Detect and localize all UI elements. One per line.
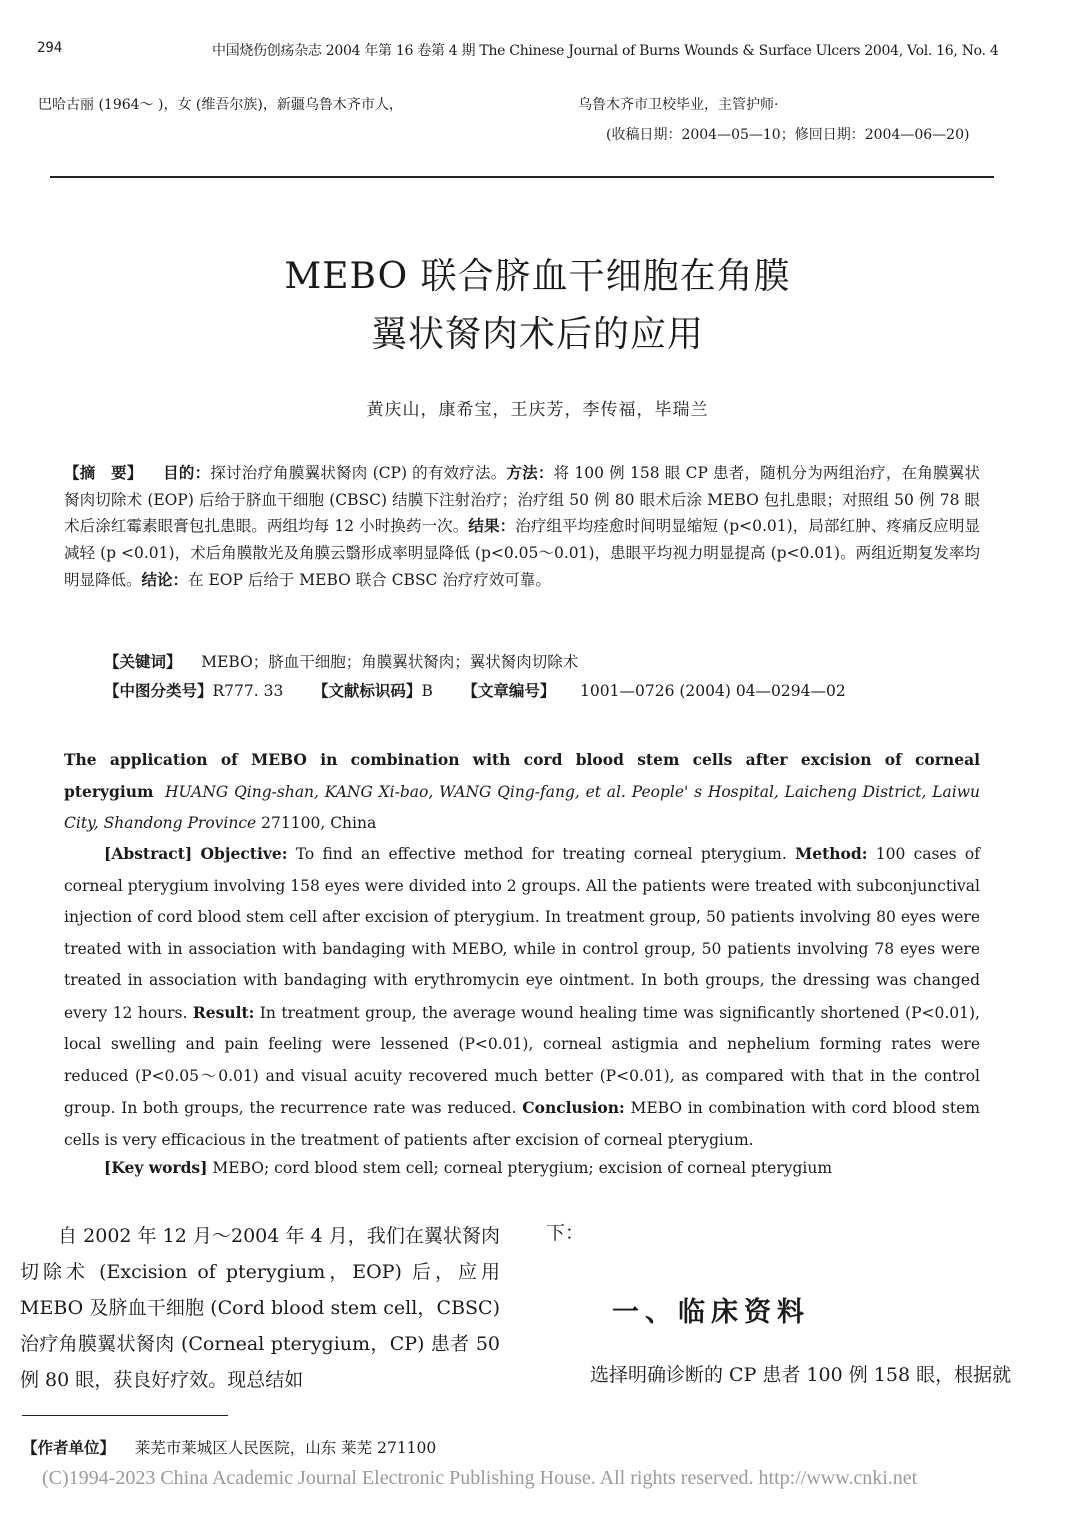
intro-text: 自 2002 年 12 月～2004 年 4 月，我们在翼状胬肉切除术 (Excision of pterygium，EOP) 后，应用 MEBO 及脐血干细胞 (Cord blood stem cell，CBSC) 治疗角膜翼状胬肉 (Corneal pterygium，CP) 患者 50 例 80 眼，获良好疗效。现总结如 — [20, 1225, 500, 1391]
footnote-label: 【作者单位】 — [22, 1438, 116, 1457]
en-objective-text: To find an effective method for treating corneal pterygium. — [295, 845, 787, 863]
english-keywords — [104, 1158, 832, 1177]
en-result-label: Result: — [192, 1002, 255, 1022]
en-method-text: 100 cases of corneal pterygium involving 158 eyes were divided into 2 groups. All the patients were treated with subconjunctival injection of cord blood stem cell after excision of pterygium. In treatment group, 50 patients involving 80 eyes were treated with in association with bandaging with MEBO, while in control group, 50 patients involving 78 eyes were treated in association with bandaging with erythromycin eye ointment. In both groups, the dressing was changed every 12 hours. — [64, 845, 980, 1022]
intro-continuation: 下： — [546, 1222, 585, 1244]
running-header: 中国烧伤创疡杂志 2004 年第 16 卷第 4 期 The Chinese Journal of Burns Wounds & Surface Ulcers 2004, Vol. 16, No. 4 — [212, 43, 999, 59]
en-method-label: Method: — [795, 844, 868, 863]
conclusion-text: 在 EOP 后给于 MEBO 联合 CBSC 治疗疗效可靠。 — [188, 570, 551, 589]
abstract-label: 【摘 要】 — [64, 463, 143, 482]
doc-code-value: B — [421, 682, 433, 700]
objective-label: 目的： — [163, 463, 211, 482]
keywords-label: 【关键词】 — [104, 652, 182, 671]
method-text: 将 100 例 158 眼 CP 患者，随机分为两组治疗，在角膜翼状胬肉切除术 (EOP) 后给于脐血干细胞 (CBSC) 结膜下注射治疗；治疗组 50 例 80 眼术后涂 MEBO 包扎患眼；对照组 50 例 78 眼术后涂红霉素眼膏包扎患眼。两组均每 12 小时换药一次。 — [64, 464, 980, 536]
chinese-keywords — [104, 650, 578, 672]
en-keywords-text: MEBO; cord blood stem cell; corneal pterygium; excision of corneal pterygium — [212, 1159, 833, 1177]
author-list: 黄庆山，康希宝，王庆芳，李传福，毕瑞兰 — [366, 400, 709, 420]
en-result-text: In treatment group, the average wound healing time was significantly shortened (P<0.01), local swelling and pain feeling were lessened (P<0.01), corneal astigmia and nephelium forming rates were reduced (P<0.05～0.01) and visual acuity recovered much better (P<0.01), as compared with that in the control group. In both groups, the recurrence rate was reduced. — [64, 1003, 980, 1117]
previous-author-note: 巴哈古丽 (1964～ )，女 (维吾尔族)，新疆乌鲁木齐市人， — [38, 97, 403, 113]
classification-line — [104, 679, 846, 701]
copyright-watermark: (C)1994-2023 China Academic Journal Electronic Publishing House. All rights reserved. http://www.cnki.net — [42, 1467, 918, 1489]
objective-text: 探讨治疗角膜翼状胬肉 (CP) 的有效疗法。 — [210, 464, 507, 482]
clc-value: R777. 33 — [212, 682, 284, 700]
article-number-value: 1001—0726 (2004) 04—0294—02 — [580, 682, 846, 700]
en-keywords-label: [Key words] — [104, 1158, 208, 1177]
received-date: (收稿日期：2004—05—10；修回日期：2004—06—20) — [606, 127, 970, 143]
previous-author-note-continued: 乌鲁木齐市卫校毕业，主管护师· — [578, 97, 779, 113]
method-label: 方法： — [506, 463, 554, 482]
chinese-abstract — [64, 460, 980, 594]
english-title: The application of MEBO in combination with cord blood stem cells after excision of corneal pterygium — [64, 750, 980, 801]
doc-code-label: 【文献标识码】 — [312, 681, 422, 700]
english-postcode: 271100, China — [261, 814, 377, 832]
en-conclusion-text: MEBO in combination with cord blood stem cells is very efficacious in the treatment of patients after excision of corneal pterygium. — [64, 1099, 980, 1149]
english-title-block — [64, 744, 980, 839]
keywords-text: MEBO；脐血干细胞；角膜翼状胬肉；翼状胬肉切除术 — [201, 653, 579, 671]
english-abstract — [64, 838, 980, 1156]
article-title-line1: MEBO 联合脐血干细胞在角膜 — [284, 256, 791, 297]
en-abstract-label: [Abstract] — [104, 844, 193, 863]
article-title-line2: 翼状胬肉术后的应用 — [370, 314, 704, 355]
footnote-divider — [22, 1415, 228, 1416]
footnote-text: 莱芜市莱城区人民医院，山东 莱芜 271100 — [134, 1439, 437, 1457]
section-heading: 一、临床资料 — [612, 1297, 810, 1328]
en-conclusion-label: Conclusion: — [522, 1098, 625, 1117]
intro-paragraph — [20, 1218, 500, 1398]
conclusion-label: 结论： — [141, 569, 189, 589]
header-divider — [50, 176, 994, 178]
en-objective-label: Objective: — [200, 844, 288, 863]
article-number-label: 【文章编号】 — [462, 681, 556, 700]
result-label: 结果： — [468, 516, 516, 536]
clc-label: 【中图分类号】 — [104, 681, 213, 700]
section-paragraph: 选择明确诊断的 CP 患者 100 例 158 眼，根据就 — [590, 1364, 1012, 1386]
result-text: 治疗组平均痊愈时间明显缩短 (p<0.01)，局部红肿、疼痛反应明显减轻 (p <0.01)，术后角膜散光及角膜云翳形成率明显降低 (p<0.05～0.01)，患眼平均视力明显提高 (p<0.01)。两组近期复发率均明显降低。 — [64, 517, 980, 589]
author-affiliation-footnote — [22, 1436, 436, 1458]
english-authors: HUANG Qing-shan, KANG Xi-bao, WANG Qing-fang, et al. People' s Hospital, Laicheng District, Laiwu City, Shandong Province — [64, 783, 980, 832]
page-number: 294 — [37, 40, 63, 56]
